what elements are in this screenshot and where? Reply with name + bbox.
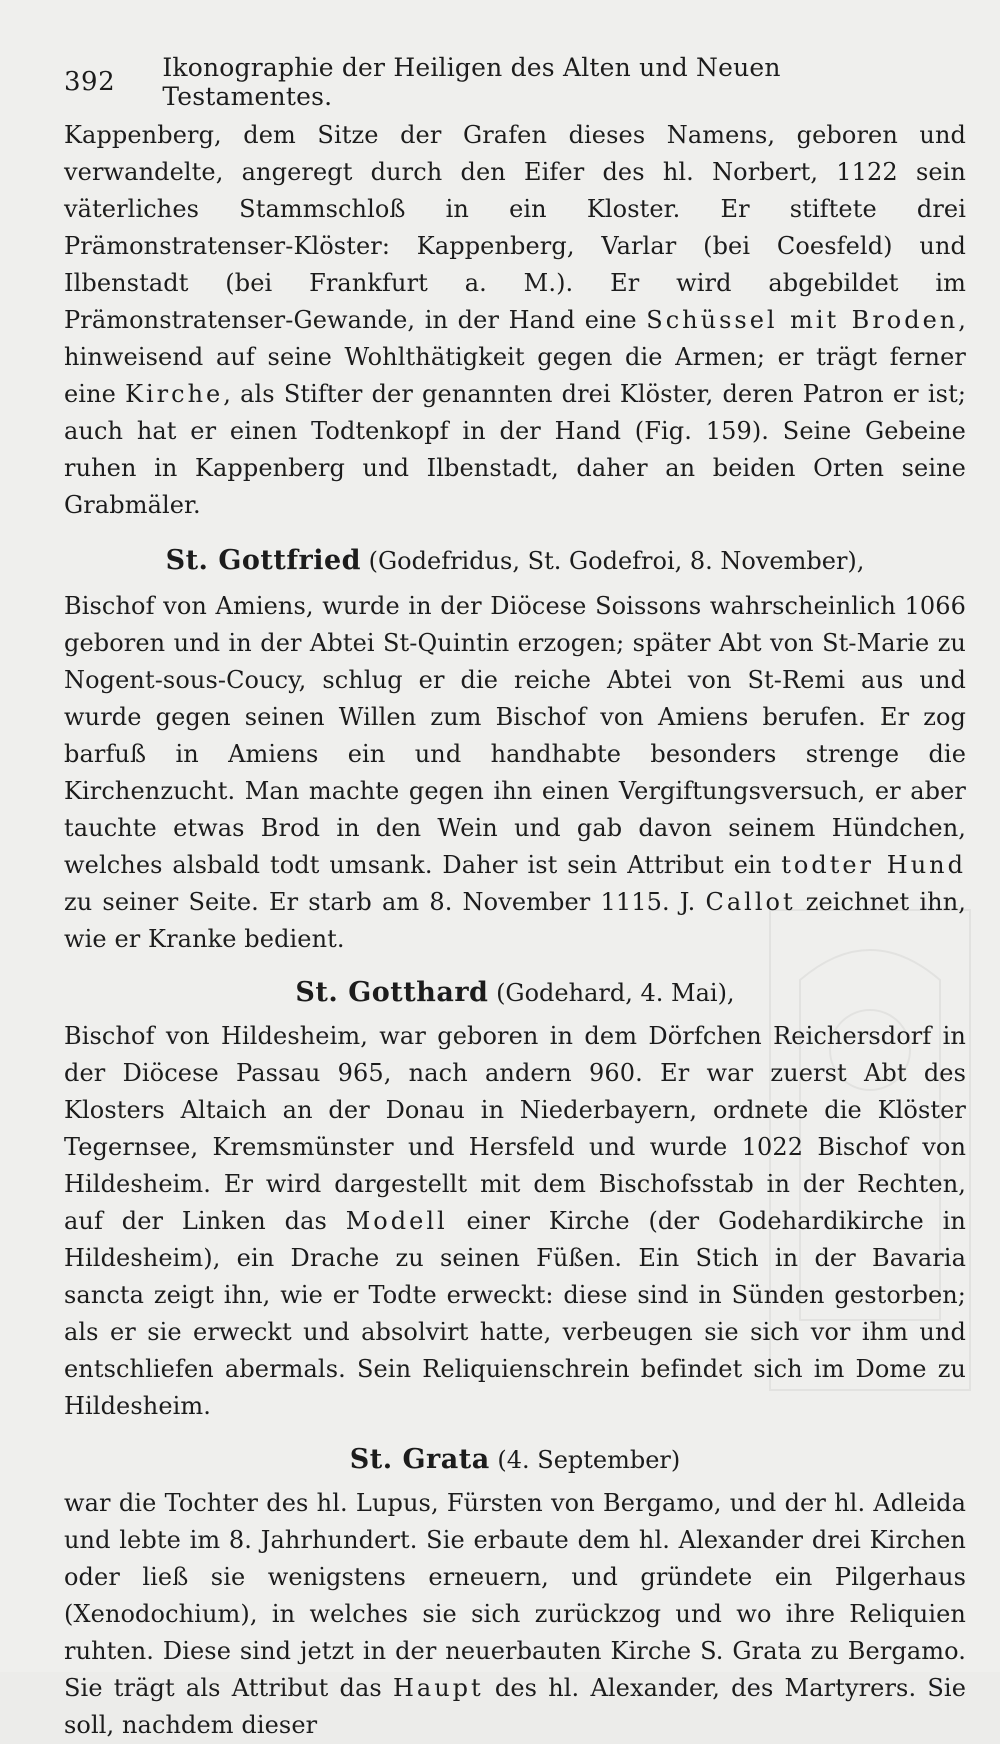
paragraph-gottfried [64, 588, 966, 958]
emphasized-text: todter Hund [781, 851, 966, 879]
text-run: zeichnet ihn, wie er Kranke bedient. [64, 888, 966, 953]
text-run: war die Tochter des hl. Lupus, Fürsten von Bergamo, und der hl. Adleida und lebte im 8. Jahrhundert. Sie erbaute dem hl. Alexander drei Kirchen oder ließ sie wenigstens erneuern, und gründete ein Pilgerhaus (Xenodochium), in welches sie sich zurückzog und wo ihre Reliquien ruhten. Diese sind jetzt in der neuerbauten Kirche S. Grata zu Bergamo. Sie trägt als Attribut das [64, 1489, 966, 1702]
text-run: , als Stifter der genannten drei Klöster, deren Patron er ist; auch hat er einen Todtenkopf in der Hand (Fig. 159). Seine Gebeine ruhen in Kappenberg und Ilbenstadt, daher an beiden Orten seine Grabmäler. [64, 380, 966, 519]
emphasized-text: Haupt [392, 1674, 484, 1702]
saint-name: St. Grata [349, 1444, 490, 1475]
running-title: Ikonographie der Heiligen des Alten und Neuen Testamentes. [162, 53, 781, 111]
emphasized-text: Modell [345, 1207, 448, 1235]
text-run: , hinweisend auf seine Wohlthätigkeit gegen die Armen; er trägt ferner eine [64, 306, 966, 408]
text-run: Bischof von Hildesheim, war geboren in dem Dörfchen Reichersdorf in der Diöcese Passau 965, nach andern 960. Er war zuerst Abt des Klosters Altaich an der Donau in Niederbayern, ordnete die Klöster Tegernsee, Kremsmünster und Hersfeld und wurde 1022 Bischof von Hildesheim. Er wird dargestellt mit dem Bischofsstab in der Rechten, auf der Linken das [64, 1022, 966, 1235]
heading-st-grata [64, 1441, 966, 1479]
emphasized-text: Schüssel mit Broden [646, 306, 959, 334]
text-run: des hl. Alexander, des Martyrers. Sie soll, nachdem dieser [64, 1674, 966, 1739]
saint-name: St. Gotthard [295, 977, 489, 1008]
heading-st-gotthard [64, 974, 966, 1012]
heading-st-gottfried [64, 542, 966, 580]
heading-detail: (Godefridus, St. Godefroi, 8. November), [361, 547, 865, 575]
heading-detail: (Godehard, 4. Mai), [488, 979, 735, 1007]
page-number: 392 [64, 67, 116, 97]
emphasized-text: Kirche [125, 380, 224, 408]
emphasized-text: Callot [705, 888, 796, 916]
text-run: einer Kirche (der Godehardikirche in Hildesheim), ein Drache zu seinen Füßen. Ein Stich in der Bavaria sancta zeigt ihn, wie er Todte erweckt: diese sind in Sünden gestorben; als er sie erweckt und absolvirt hatte, verbeugen sie sich vor ihm und entschliefen abermals. Sein Reliquienschrein befindet sich im Dome zu Hildesheim. [64, 1207, 966, 1420]
paragraph-grata [64, 1485, 966, 1744]
text-run: Kappenberg, dem Sitze der Grafen dieses Namens, geboren und verwandelte, angeregt durch den Eifer des hl. Norbert, 1122 sein väterliches Stammschloß in ein Kloster. Er stiftete drei Prämonstratenser-Klöster: Kappenberg, Varlar (bei Coesfeld) und Ilbenstadt (bei Frankfurt a. M.). Er wird abgebildet im Prämonstratenser-Gewande, in der Hand eine [64, 121, 966, 334]
paragraph-kappenberg [64, 117, 966, 524]
body-text [64, 117, 966, 1744]
text-run: Bischof von Amiens, wurde in der Diöcese Soissons wahrscheinlich 1066 geboren und in der Abtei St-Quintin erzogen; später Abt von St-Marie zu Nogent-sous-Coucy, schlug er die reiche Abtei von St-Remi aus und wurde gegen seinen Willen zum Bischof von Amiens berufen. Er zog barfuß in Amiens ein und handhabte besonders strenge die Kirchenzucht. Man machte gegen ihn einen Vergiftungsversuch, er aber tauchte etwas Brod in den Wein und gab davon seinem Hündchen, welches alsbald todt umsank. Daher ist sein Attribut ein [64, 592, 966, 879]
page-header [64, 53, 944, 111]
paragraph-gotthard [64, 1018, 966, 1425]
saint-name: St. Gottfried [165, 545, 362, 576]
heading-detail: (4. September) [489, 1446, 681, 1474]
text-run: zu seiner Seite. Er starb am 8. November 1115. J. [64, 888, 706, 916]
